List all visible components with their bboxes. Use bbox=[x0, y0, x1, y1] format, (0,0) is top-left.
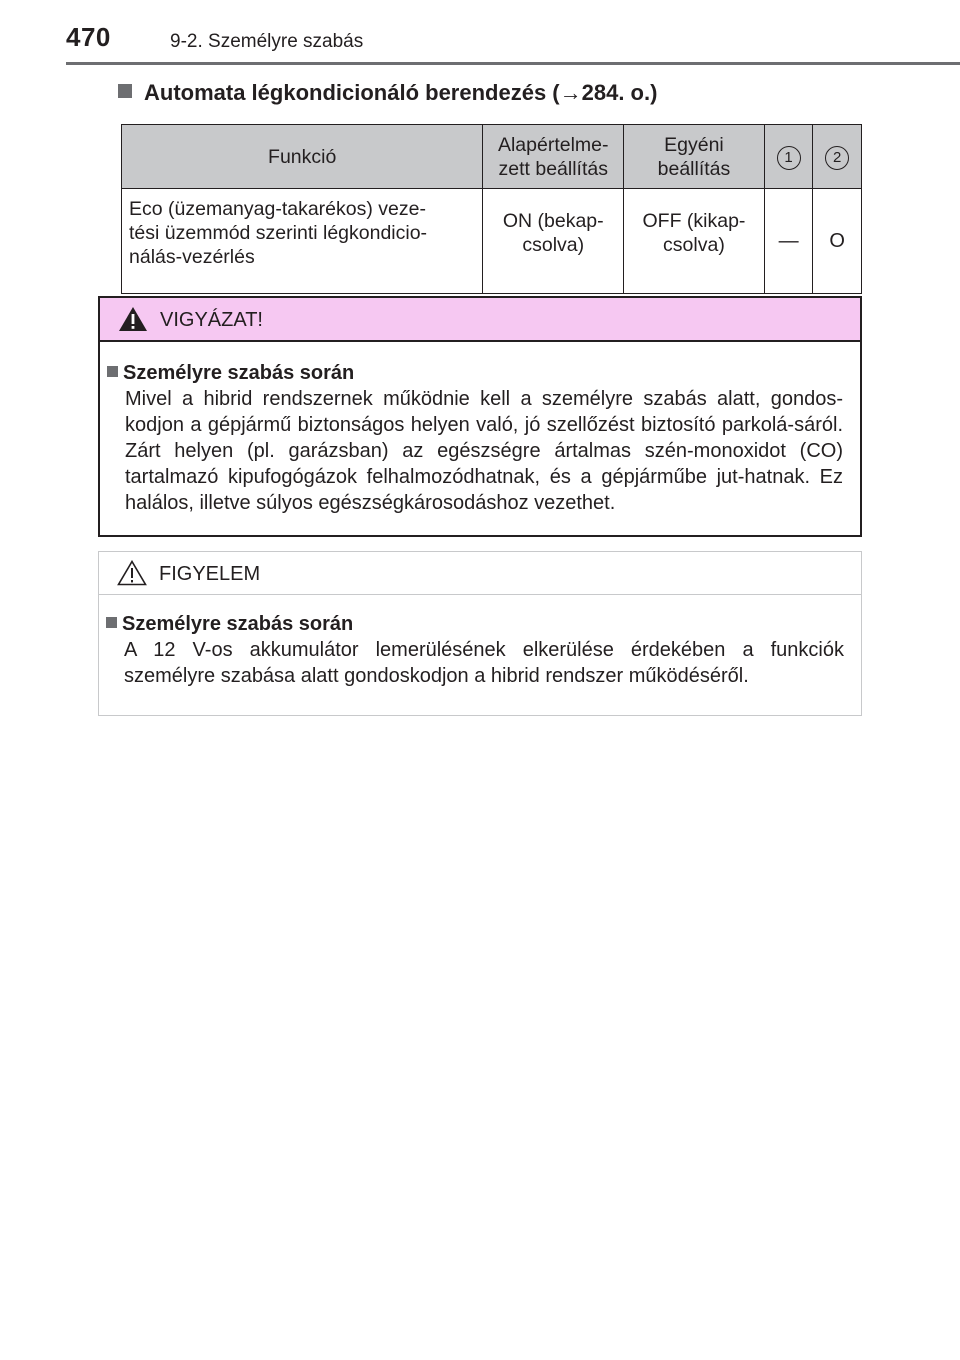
circled-2-icon: 2 bbox=[825, 146, 849, 170]
cell-function-text: Eco (üzemanyag-takarékos) veze- tési üzemmód szerinti légkondicio- nálás-vezérlés bbox=[129, 198, 428, 268]
page-number: 470 bbox=[66, 22, 111, 52]
warning-header bbox=[100, 298, 860, 342]
header-col2 bbox=[813, 125, 862, 189]
warning-subheading bbox=[107, 360, 843, 386]
header-col1 bbox=[764, 125, 813, 189]
header-default bbox=[483, 125, 624, 189]
notice-text: A 12 V-os akkumulátor lemerülésének elkerülése érdekében a funkciók személyre szabása alatt gondoskodjon a hibrid rendszer működéséről. bbox=[124, 639, 844, 687]
notice-header bbox=[99, 552, 861, 595]
cell-custom bbox=[624, 189, 765, 294]
square-bullet-icon bbox=[118, 84, 132, 98]
settings-table bbox=[121, 124, 862, 294]
notice-subheading bbox=[106, 611, 844, 637]
header-function-text: Funkció bbox=[268, 145, 337, 168]
cell-col2: O bbox=[813, 189, 862, 294]
notice-label: FIGYELEM bbox=[159, 563, 261, 585]
notice-body bbox=[99, 595, 861, 689]
notice-subheading-text: Személyre szabás során bbox=[122, 613, 354, 635]
warning-triangle-icon bbox=[118, 306, 148, 332]
chapter-title: 9-2. Személyre szabás bbox=[170, 31, 364, 52]
cell-function bbox=[122, 189, 483, 294]
header-custom-text: Egyéni beállítás bbox=[657, 133, 731, 180]
header-function bbox=[122, 125, 483, 189]
warning-subheading-text: Személyre szabás során bbox=[123, 362, 355, 384]
circled-1-icon: 1 bbox=[777, 146, 801, 170]
cell-custom-text: OFF (kikap- csolva) bbox=[642, 210, 746, 256]
warning-text: Mivel a hibrid rendszernek működnie kell a személyre szabás alatt, gondos-kodjon a gépjármű biztonságos helyen való, jó szellőzést biztosító parkolá-sáról. Zárt helyen (pl. garázsban) az egészségre ártalmas szén-monoxidot (CO) tartalmazó kipufogógázok felhalmozódhatnak, és a gépjárműbe jut-hatnak. Ez halálos, illetve súlyos egészségkárosodáshoz vezethet. bbox=[125, 388, 843, 514]
cell-default bbox=[483, 189, 624, 294]
table-row bbox=[122, 189, 862, 294]
cell-col1: — bbox=[764, 189, 813, 294]
warning-box bbox=[98, 296, 862, 537]
caution-outline-icon bbox=[117, 560, 147, 586]
cell-default-text: ON (bekap- csolva) bbox=[502, 210, 604, 256]
warning-label: VIGYÁZAT! bbox=[160, 309, 263, 331]
section-title bbox=[118, 80, 657, 106]
warning-body bbox=[100, 342, 860, 516]
table-header-row bbox=[122, 125, 862, 189]
notice-box bbox=[98, 551, 862, 716]
square-bullet-icon bbox=[106, 617, 117, 628]
header-rule bbox=[66, 62, 960, 65]
page-header bbox=[0, 0, 960, 70]
section-title-text: Automata légkondicionáló berendezés (→284. o.) bbox=[144, 80, 658, 105]
square-bullet-icon bbox=[107, 366, 118, 377]
header-default-text: Alapértelme- zett beállítás bbox=[497, 133, 609, 180]
header-custom bbox=[624, 125, 765, 189]
